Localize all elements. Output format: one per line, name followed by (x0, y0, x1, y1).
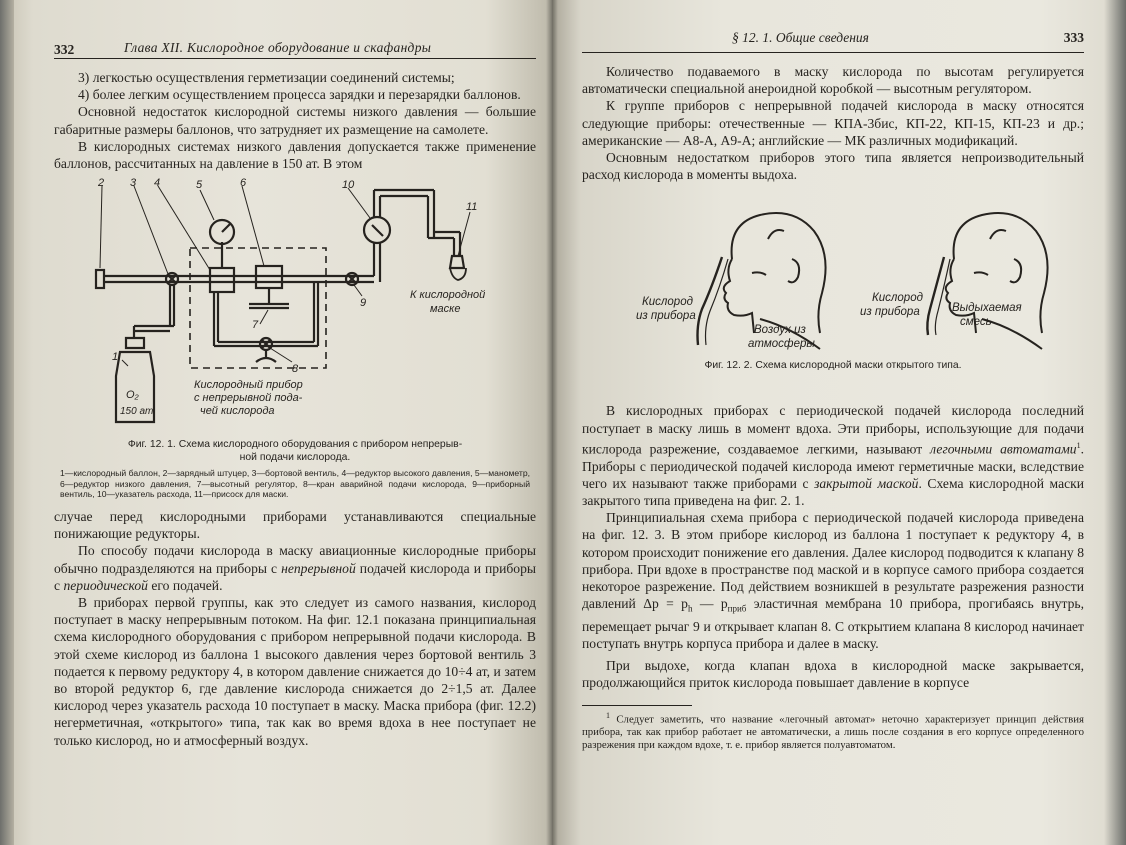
paragraph: В кислородных системах низкого давления допускается также применение баллонов, рассчитанных на давление в 150 ат. В этом (54, 138, 536, 172)
cylinder-gas-label: O₂ (126, 389, 139, 402)
paragraph: Основной недостаток кислородной системы низкого давления — большие габаритные размеры баллонов, что затрудняет их размещение на самолете. (54, 104, 536, 137)
text-run: эластичная мембрана 10 прибора, прогибаясь внутрь, перемещает рычаг 9 и открывает клапан 8. С открытием клапана 8 кислород начинает поступать внутрь корпуса прибора и далее в маску. (582, 596, 1085, 652)
figure-caption (54, 438, 536, 464)
paragraph: случае перед кислородными приборами устанавливаются специальные понижающие редукторы. (54, 509, 536, 542)
italic-term: периодической (63, 577, 148, 593)
figure-caption-line2: ной подачи кислорода. (239, 452, 351, 464)
left-page-number: 332 (54, 42, 75, 57)
callout-4: 4 (154, 177, 161, 190)
label-oxygen-from-device-left: Кислород (642, 296, 693, 309)
italic-term: легочными автоматами (930, 441, 1077, 457)
label-oxygen-from-device-left-2: из прибора (636, 310, 696, 323)
mask-scheme-diagram (582, 189, 1082, 359)
left-chapter-title: Глава XII. Кислородное оборудование и скафандры (124, 40, 432, 55)
device-label-line3: чей кислорода (200, 405, 275, 418)
callout-11: 11 (466, 201, 478, 214)
figure-12-1 (54, 176, 536, 438)
label-exhaled-mixture: Выдыхаемая (952, 302, 1022, 315)
callout-2: 2 (98, 177, 105, 190)
paragraph: Количество подаваемого в маску кислорода по высотам регулируется автоматически специальной анероидной коробкой — высотным регулятором. (582, 64, 1084, 97)
paragraph: К группе приборов с непрерывной подачей кислорода в маску относятся следующие приборы: отечественные — КПА-3бис, КП-22, КП-15, КП-23 и др.; американские — А8-А, А9-А; английские — МК различных модификаций. (582, 98, 1084, 148)
text-run: . Приборы с периодической подачей кислорода имеют герметичные маски, вследствие чего их называют также приборами с (582, 441, 1085, 491)
left-page-edge (0, 0, 14, 845)
mask-label-line1: К кислородной (410, 289, 486, 302)
figure-legend: 1—кислородный баллон, 2—зарядный штуцер, 3—бортовой вентиль, 4—редуктор высокого давления, 5—манометр, 6—редуктор низкого давления, 7—высотный регулятор, 8—кран аварийной подачи кислорода, 9—приборный вентиль, 10—указатель расхода, 11—присоск для маски. (60, 468, 530, 500)
oxygen-scheme-diagram (54, 176, 534, 438)
paragraph (54, 542, 536, 594)
device-label-line2: с непрерывной пода- (194, 392, 303, 405)
label-oxygen-from-device-right-2: из прибора (860, 306, 920, 319)
label-exhaled-mixture-2: смесь (960, 316, 992, 329)
paragraph: Основным недостатком приборов этого типа является непроизводительный расход кислорода в моменты выдоха. (582, 150, 1084, 183)
figure-caption: Фиг. 12. 2. Схема кислородной маски открытого типа. (704, 360, 962, 372)
italic-term: закрытой маской (814, 475, 919, 491)
right-section-title: § 12. 1. Общие сведения (732, 30, 869, 45)
footnote-rule (582, 705, 692, 706)
list-item-4: 4) более легким осуществлением процесса зарядки и перезарядки баллонов. (78, 87, 521, 103)
text-run: Принципиальная схема прибора с периодической подачей кислорода приведена на фиг. 12. 3. В этом приборе кислород из баллона 1 поступает к редуктору 4, в котором происходит понижение его давления. Далее кислород подводится к клапану 8 прибора. При вдохе в пространстве под маской и в корпусе самого прибора создается некоторое разрежение. Под действием возникшей в результате разрежения разности давлений Δp = p (582, 510, 1084, 612)
footnote-number: 1 (606, 710, 610, 720)
device-label-line1: Кислородный прибор (194, 379, 303, 392)
callout-9: 9 (360, 297, 367, 310)
text-run: В кислородных приборах с периодической подачей кислорода последний поступает в маску лишь в момент вдоха. Эти приборы, использующие для подачи кислорода разрежение, создаваемое легкими, называют (582, 403, 1084, 457)
footnote-text: Следует заметить, что название «легочный автомат» неточно характеризует принцип действия прибора, так как прибор работает не автоматически, а лишь после создания в его корпусе определенного разрежения при каждом вдохе, т. е. прибор является полуавтоматом. (582, 713, 1084, 752)
callout-3: 3 (130, 177, 137, 190)
subscript: приб (727, 603, 747, 614)
right-page (552, 0, 1126, 845)
label-oxygen-from-device-right: Кислород (872, 292, 923, 305)
book-spine-shadow (546, 0, 558, 845)
callout-8: 8 (292, 363, 299, 376)
left-running-head (54, 36, 536, 59)
label-air-from-atmosphere-2: атмосферы (748, 338, 815, 351)
callout-6: 6 (240, 177, 247, 190)
figure-12-2 (582, 189, 1084, 359)
text-run: подачей кислорода и приборы с (54, 560, 536, 593)
figure-caption-line1: Фиг. 12. 1. Схема кислородного оборудования с прибором непрерыв- (127, 439, 463, 451)
label-air-from-atmosphere: Воздух из (754, 324, 806, 337)
paragraph (582, 509, 1084, 652)
italic-term: непрерывной (281, 560, 356, 576)
callout-1: 1 (112, 351, 119, 364)
paragraph (582, 402, 1084, 509)
subscript: h (687, 603, 693, 614)
text-run: По способу подачи кислорода в маску авиационные кислородные приборы обычно подразделяются на приборы с (54, 543, 536, 576)
text-run: — p (692, 596, 728, 612)
mask-label-line2: маске (430, 303, 461, 316)
right-running-head (582, 30, 1084, 53)
cylinder-pressure-label: 150 ат (120, 406, 154, 418)
callout-7: 7 (252, 319, 259, 332)
footnote-marker: 1 (1076, 440, 1081, 450)
paragraph: В приборах первой группы, как это следует из самого названия, кислород поступает в маску непрерывным потоком. На фиг. 12.1 показана принципиальная схема кислородного оборудования с прибором непрерывной подачи кислорода. В этой схеме кислород из баллона 1 высокого давления через бортовой вентиль 3 подается к первому редуктору 4, в котором давление снижается до 10÷4 ат, и затем во второй редуктор 6, где давление кислорода снижается до 2÷1,5 ат. Далее кислород через указатель расхода 10 поступает в маску. Маска прибора (фиг. 12.2) негерметичная, «открытого» типа, так как во время вдоха в нее поступает не только кислород, но и атмосферный воздух. (54, 595, 536, 748)
list-item-3: 3) легкостью осуществления герметизации соединений системы; (78, 70, 455, 85)
callout-10: 10 (342, 179, 355, 192)
footnote (582, 710, 1084, 752)
paragraph: При выдохе, когда клапан вдоха в кислородной маске закрывается, продолжающийся приток кислорода повышает давление в корпусе (582, 657, 1084, 690)
right-page-edge (1104, 0, 1126, 845)
callout-5: 5 (196, 179, 203, 192)
left-page (0, 0, 552, 845)
text-run: его подачей. (151, 577, 223, 593)
text-run: . Схема кислородной маски закрытого типа приведена на фиг. 2. 1. (582, 475, 1085, 508)
right-page-number: 333 (1063, 30, 1084, 45)
